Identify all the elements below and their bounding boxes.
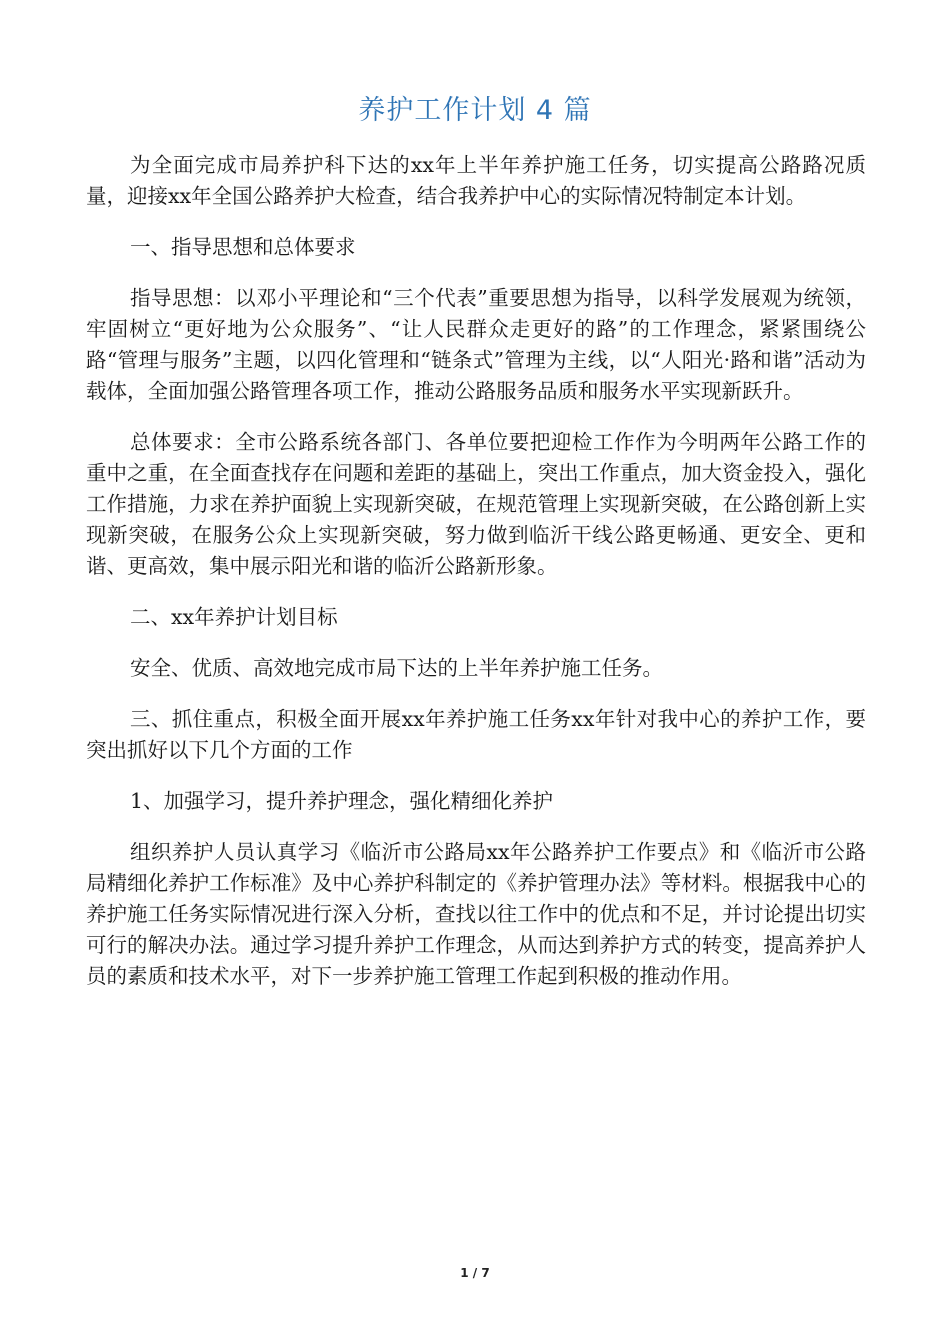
paragraph-intro: 为全面完成市局养护科下达的xx年上半年养护施工任务，切实提高公路路况质量，迎接xx年全国公路养护大检查，结合我养护中心的实际情况特制定本计划。: [86, 153, 866, 208]
paragraph-study-organization: 组织养护人员认真学习《临沂市公路局xx年公路养护工作要点》和《临沂市公路局精细化养护工作标准》及中心养护科制定的《养护管理办法》等材料。根据我中心的养护施工任务实际情况进行深入分析，查找以往工作中的优点和不足，并讨论提出切实可行的解决办法。通过学习提升养护工作理念，从而达到养护方式的转变，提高养护人员的素质和技术水平，对下一步养护施工管理工作起到积极的推动作用。: [86, 840, 866, 988]
heading-item-1: 1、加强学习，提升养护理念，强化精细化养护: [130, 789, 554, 813]
heading-section-1: 一、指导思想和总体要求: [130, 235, 356, 259]
document-title: 养护工作计划 4 篇: [358, 95, 592, 126]
paragraph-guiding-ideology: 指导思想：以邓小平理论和“三个代表”重要思想为指导，以科学发展观为统领，牢固树立“更好地为公众服务”、“让人民群众走更好的路”的工作理念，紧紧围绕公路“管理与服务”主题，以四化管理和“链条式”管理为主线，以“人阳光·路和谐”活动为载体，全面加强公路管理各项工作，推动公路服务品质和服务水平实现新跃升。: [86, 286, 866, 403]
paragraph-plan-goal: 安全、优质、高效地完成市局下达的上半年养护施工任务。: [130, 656, 663, 680]
paragraph-overall-requirements: 总体要求：全市公路系统各部门、各单位要把迎检工作作为今明两年公路工作的重中之重，在全面查找存在问题和差距的基础上，突出工作重点，加大资金投入，强化工作措施，力求在养护面貌上实现新突破，在规范管理上实现新突破，在公路创新上实现新突破，在服务公众上实现新突破，努力做到临沂干线公路更畅通、更安全、更和谐、更高效，集中展示阳光和谐的临沂公路新形象。: [86, 430, 866, 578]
heading-section-2: 二、xx年养护计划目标: [130, 605, 338, 629]
document-body: [86, 150, 866, 1012]
page-indicator: 1 / 7: [460, 1266, 490, 1280]
heading-section-3: 三、抓住重点，积极全面开展xx年养护施工任务xx年针对我中心的养护工作，要突出抓好以下几个方面的工作: [86, 707, 866, 762]
